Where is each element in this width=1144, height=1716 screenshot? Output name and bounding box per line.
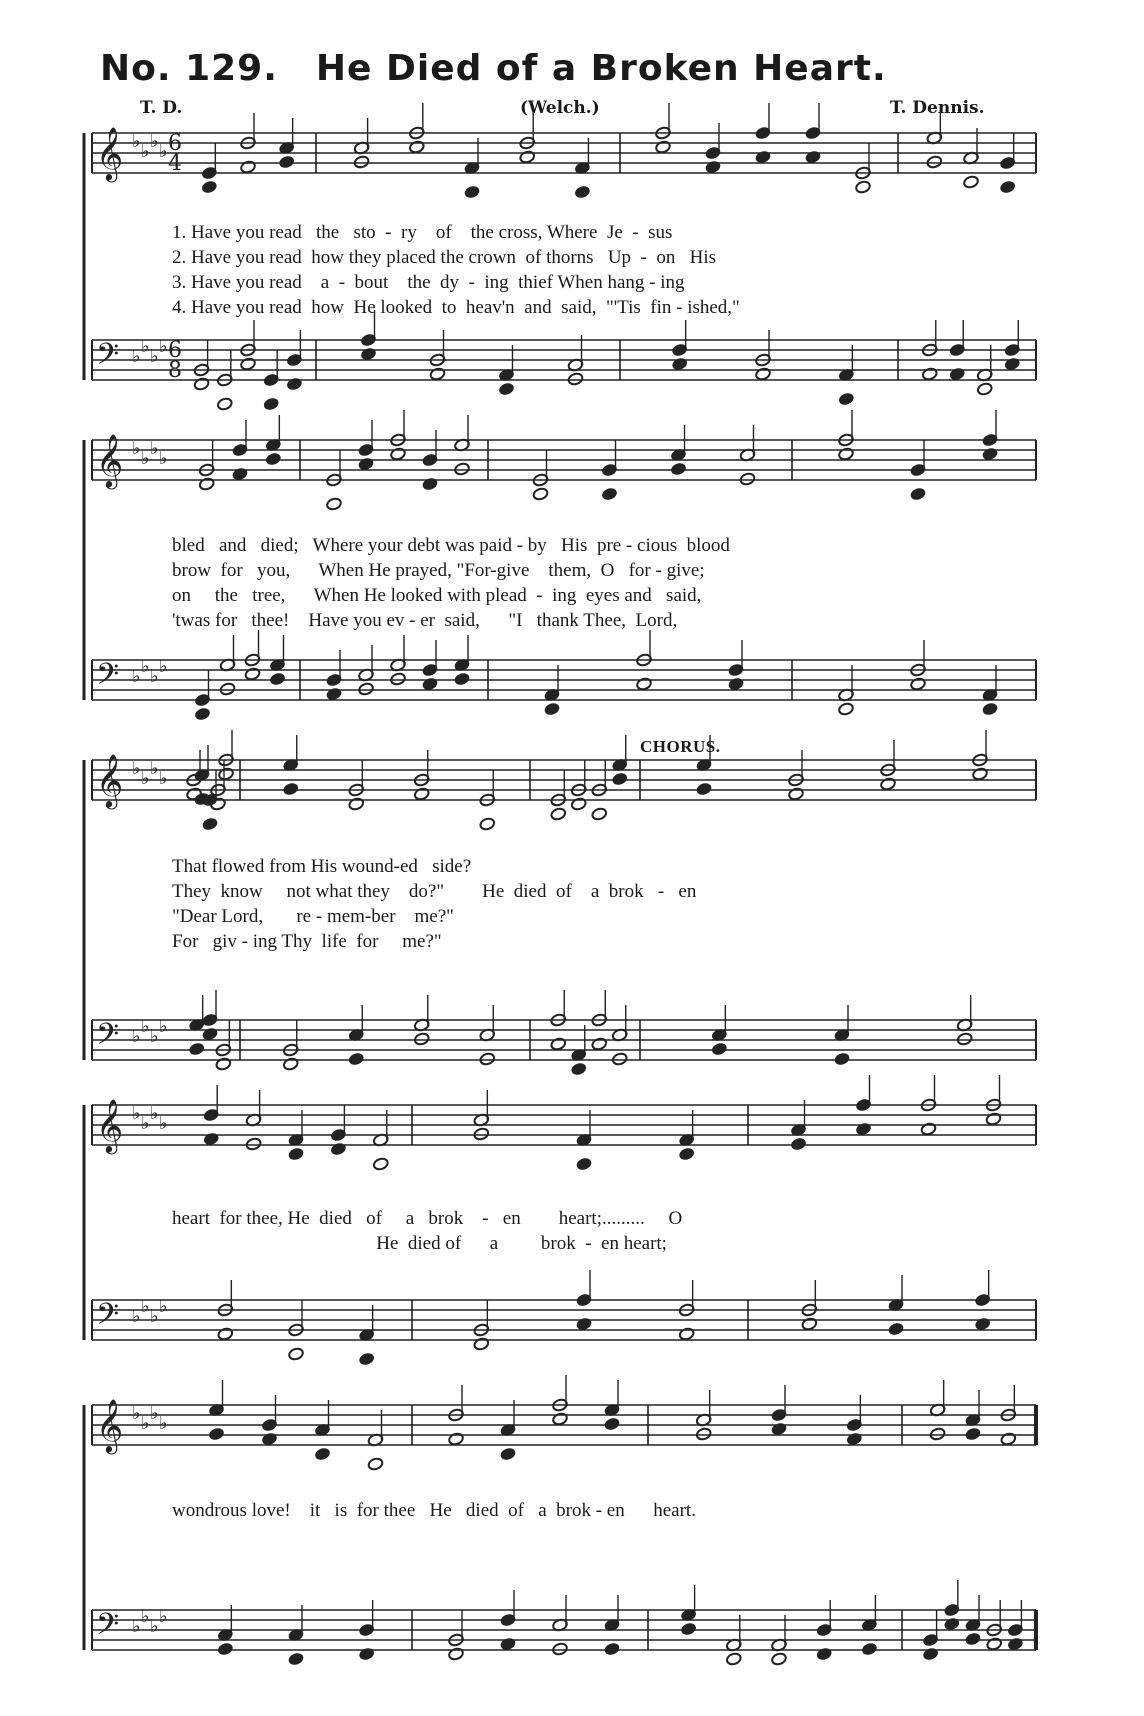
flat-icon: ♭ xyxy=(150,1616,159,1637)
flat-icon: ♭ xyxy=(150,131,159,152)
note-head xyxy=(282,782,299,796)
note-head xyxy=(834,1052,851,1066)
flat-icon: ♭ xyxy=(141,1113,150,1134)
lyric-s2-v1: bled and died; Where your debt was paid - by His pre - cious blood xyxy=(172,535,730,556)
note-head xyxy=(193,377,210,391)
note-head xyxy=(591,1037,608,1051)
note-head xyxy=(965,1632,982,1646)
note-head xyxy=(217,1642,234,1656)
time-signature-top: 6 xyxy=(168,131,182,156)
flat-icon: ♭ xyxy=(159,1606,168,1627)
note-head xyxy=(198,477,215,491)
tune-name: (Welch.) xyxy=(520,98,600,118)
hymn-title: He Died of a Broken Heart. xyxy=(315,48,887,89)
note-head xyxy=(240,357,257,371)
note-head xyxy=(409,140,426,154)
note-head xyxy=(604,1642,621,1656)
note-head xyxy=(855,1122,872,1136)
flat-icon: ♭ xyxy=(150,438,159,459)
hymn-number: No. 129. xyxy=(100,48,278,89)
time-signature-bottom: 8 xyxy=(168,358,182,383)
note-head xyxy=(269,672,286,686)
note-head xyxy=(358,457,375,471)
lyric-s4-line1: heart for thee, He died of a brok - en heart;......... O xyxy=(172,1208,683,1229)
flat-icon: ♭ xyxy=(141,1296,150,1317)
note-head xyxy=(601,487,618,501)
note-head xyxy=(203,1132,220,1146)
lyric-s2-v4: 'twas for thee! Have you ev - er said, "I thank Thee, Lord, xyxy=(172,610,678,631)
flat-icon: ♭ xyxy=(159,1016,168,1037)
note-head xyxy=(244,667,261,681)
note-head xyxy=(479,1052,496,1066)
note-head xyxy=(286,377,303,391)
note-head xyxy=(429,367,446,381)
note-head xyxy=(726,1652,743,1666)
note-head xyxy=(696,782,713,796)
note-head xyxy=(1000,1432,1017,1446)
flat-icon: ♭ xyxy=(132,1403,141,1424)
note-head xyxy=(801,1317,818,1331)
note-head xyxy=(353,155,370,169)
note-head xyxy=(922,1647,939,1661)
flat-icon: ♭ xyxy=(141,656,150,677)
note-head xyxy=(816,1647,833,1661)
note-head xyxy=(771,1652,788,1666)
note-head xyxy=(611,1052,628,1066)
note-head xyxy=(219,682,236,696)
note-head xyxy=(550,807,567,821)
note-head xyxy=(965,1427,982,1441)
note-head xyxy=(567,372,584,386)
flat-icon: ♭ xyxy=(150,1103,159,1124)
treble-clef-icon: 𝄞 xyxy=(96,126,124,180)
note-head xyxy=(288,1347,305,1361)
note-head xyxy=(208,1427,225,1441)
note-head xyxy=(570,797,587,811)
flat-icon: ♭ xyxy=(132,666,141,687)
flat-icon: ♭ xyxy=(141,141,150,162)
flat-icon: ♭ xyxy=(132,1103,141,1124)
note-head xyxy=(288,1147,305,1161)
lyric-s1-v4: 4. Have you read how He looked to heav'n and said, "'Tis fin - ished," xyxy=(172,297,740,318)
note-head xyxy=(611,772,628,786)
note-head xyxy=(473,1337,490,1351)
note-head xyxy=(929,1427,946,1441)
note-head xyxy=(986,1637,1003,1651)
note-head xyxy=(574,185,591,199)
note-head xyxy=(576,1157,593,1171)
note-head xyxy=(755,367,772,381)
note-head xyxy=(552,1412,569,1426)
lyric-s5-line1: wondrous love! it is for thee He died of a brok - en heart. xyxy=(172,1500,696,1521)
note-head xyxy=(215,1057,232,1071)
lyric-s3-v2: They know not what they do?" He died of a brok - en xyxy=(172,881,697,902)
chorus-label: CHORUS. xyxy=(640,737,721,756)
note-head xyxy=(358,682,375,696)
note-head xyxy=(326,687,343,701)
note-head xyxy=(972,767,989,781)
note-head xyxy=(550,1037,567,1051)
note-head xyxy=(711,1042,728,1056)
note-head xyxy=(926,155,943,169)
flat-icon: ♭ xyxy=(159,768,168,789)
note-head xyxy=(358,1647,375,1661)
lyric-s1-v1: 1. Have you read the sto - ry of the cross, Where Je - sus xyxy=(172,222,673,243)
note-head xyxy=(636,677,653,691)
note-head xyxy=(670,462,687,476)
note-head xyxy=(963,175,980,189)
note-head xyxy=(464,185,481,199)
note-head xyxy=(422,677,439,691)
note-head xyxy=(705,160,722,174)
note-head xyxy=(982,447,999,461)
flat-icon: ♭ xyxy=(150,346,159,367)
bass-clef-icon: 𝄢 xyxy=(96,1018,120,1059)
note-head xyxy=(805,150,822,164)
note-head xyxy=(360,347,377,361)
note-head xyxy=(671,357,688,371)
note-head xyxy=(500,1447,517,1461)
note-head xyxy=(314,1447,331,1461)
note-head xyxy=(880,777,897,791)
note-head xyxy=(358,1352,375,1366)
note-head xyxy=(944,1617,961,1631)
bass-clef-icon: 𝄢 xyxy=(96,1298,120,1339)
flat-icon: ♭ xyxy=(132,131,141,152)
note-head xyxy=(288,1652,305,1666)
treble-clef-icon: 𝄞 xyxy=(96,433,124,487)
note-head xyxy=(367,1457,384,1471)
note-head xyxy=(790,1137,807,1151)
note-head xyxy=(788,787,805,801)
note-head xyxy=(519,150,536,164)
time-signature-top: 6 xyxy=(168,338,182,363)
note-head xyxy=(678,1147,695,1161)
note-head xyxy=(390,672,407,686)
note-head xyxy=(413,1032,430,1046)
lyric-s4-line2: He died of a brok - en heart; xyxy=(172,1233,667,1254)
flat-icon: ♭ xyxy=(132,1306,141,1327)
note-head xyxy=(218,767,235,781)
note-head xyxy=(838,702,855,716)
flat-icon: ♭ xyxy=(150,758,159,779)
flat-icon: ♭ xyxy=(159,448,168,469)
note-head xyxy=(591,807,608,821)
bass-clef-icon: 𝄢 xyxy=(96,658,120,699)
note-head xyxy=(1007,1637,1024,1651)
note-head xyxy=(999,180,1016,194)
note-head xyxy=(985,1112,1002,1126)
composer-credit: T. Dennis. xyxy=(890,98,985,118)
bass-clef-icon: 𝄢 xyxy=(96,1608,120,1649)
note-head xyxy=(413,787,430,801)
note-head xyxy=(838,447,855,461)
note-head xyxy=(771,1422,788,1436)
note-head xyxy=(245,1137,262,1151)
note-head xyxy=(552,1642,569,1656)
lyric-s1-v2: 2. Have you read how they placed the crown of thorns Up - on His xyxy=(172,247,717,268)
note-head xyxy=(739,472,756,486)
note-head xyxy=(498,382,515,396)
flat-icon: ♭ xyxy=(150,1403,159,1424)
note-head xyxy=(479,817,496,831)
flat-icon: ♭ xyxy=(141,336,150,357)
note-head xyxy=(974,1317,991,1331)
note-head xyxy=(202,817,219,831)
note-head xyxy=(604,1417,621,1431)
note-head xyxy=(576,1317,593,1331)
note-head xyxy=(261,1432,278,1446)
treble-clef-icon: 𝄞 xyxy=(96,753,124,807)
note-head xyxy=(330,1142,347,1156)
note-head xyxy=(920,1122,937,1136)
flat-icon: ♭ xyxy=(159,1296,168,1317)
note-head xyxy=(728,677,745,691)
note-head xyxy=(240,160,257,174)
note-head xyxy=(956,1032,973,1046)
flat-icon: ♭ xyxy=(141,448,150,469)
lyric-s3-v4: For giv - ing Thy life for me?" xyxy=(172,931,442,952)
note-head xyxy=(454,462,471,476)
flat-icon: ♭ xyxy=(132,438,141,459)
flat-icon: ♭ xyxy=(159,1113,168,1134)
note-head xyxy=(838,392,855,406)
flat-icon: ♭ xyxy=(132,346,141,367)
note-head xyxy=(532,487,549,501)
treble-clef-icon: 𝄞 xyxy=(96,1098,124,1152)
flat-icon: ♭ xyxy=(150,1026,159,1047)
note-head xyxy=(910,677,927,691)
note-head xyxy=(855,180,872,194)
words-credit: T. D. xyxy=(140,98,183,118)
flat-icon: ♭ xyxy=(159,656,168,677)
note-head xyxy=(570,1062,587,1076)
flat-icon: ♭ xyxy=(141,1413,150,1434)
note-head xyxy=(454,672,471,686)
note-head xyxy=(910,487,927,501)
lyric-s3-v3: "Dear Lord, re - mem-ber me?" xyxy=(172,906,454,927)
note-head xyxy=(202,1027,219,1041)
flat-icon: ♭ xyxy=(132,1026,141,1047)
note-head xyxy=(448,1432,465,1446)
note-head xyxy=(695,1427,712,1441)
note-head xyxy=(1004,357,1021,371)
treble-clef-icon: 𝄞 xyxy=(96,1398,124,1452)
note-head xyxy=(755,150,772,164)
note-head xyxy=(232,467,249,481)
note-head xyxy=(201,180,218,194)
time-signature-bottom: 4 xyxy=(168,151,182,176)
note-head xyxy=(188,1042,205,1056)
note-head xyxy=(921,367,938,381)
flat-icon: ♭ xyxy=(141,1606,150,1627)
note-head xyxy=(348,797,365,811)
note-head xyxy=(278,155,295,169)
flat-icon: ♭ xyxy=(132,758,141,779)
note-head xyxy=(217,397,234,411)
lyric-s3-v1: That flowed from His wound-ed side? xyxy=(172,856,472,877)
note-head xyxy=(265,452,282,466)
note-head xyxy=(217,1327,234,1341)
lyric-s1-v3: 3. Have you read a - bout the dy - ing thief When hang - ing xyxy=(172,272,685,293)
lyric-s2-v3: on the tree, When He looked with plead - ing eyes and said, xyxy=(172,585,702,606)
flat-icon: ♭ xyxy=(141,1016,150,1037)
note-head xyxy=(390,447,407,461)
note-head xyxy=(473,1127,490,1141)
flat-icon: ♭ xyxy=(141,768,150,789)
note-head xyxy=(500,1637,517,1651)
note-head xyxy=(448,1647,465,1661)
flat-icon: ♭ xyxy=(159,141,168,162)
note-head xyxy=(194,707,211,721)
flat-icon: ♭ xyxy=(159,1413,168,1434)
note-head xyxy=(846,1432,863,1446)
note-head xyxy=(282,1057,299,1071)
flat-icon: ♭ xyxy=(159,336,168,357)
note-head xyxy=(655,140,672,154)
bass-clef-icon: 𝄢 xyxy=(96,338,120,379)
note-head xyxy=(680,1622,697,1636)
note-head xyxy=(544,702,561,716)
note-head xyxy=(678,1327,695,1341)
note-head xyxy=(861,1642,878,1656)
flat-icon: ♭ xyxy=(150,1306,159,1327)
note-head xyxy=(888,1322,905,1336)
flat-icon: ♭ xyxy=(150,666,159,687)
note-head xyxy=(263,397,280,411)
note-head xyxy=(373,1157,390,1171)
note-head xyxy=(422,477,439,491)
note-head xyxy=(982,702,999,716)
note-head xyxy=(326,497,343,511)
note-head xyxy=(348,1052,365,1066)
note-head xyxy=(949,367,966,381)
flat-icon: ♭ xyxy=(132,1616,141,1637)
lyric-s2-v2: brow for you, When He prayed, "For-give them, O for - give; xyxy=(172,560,705,581)
note-head xyxy=(976,382,993,396)
